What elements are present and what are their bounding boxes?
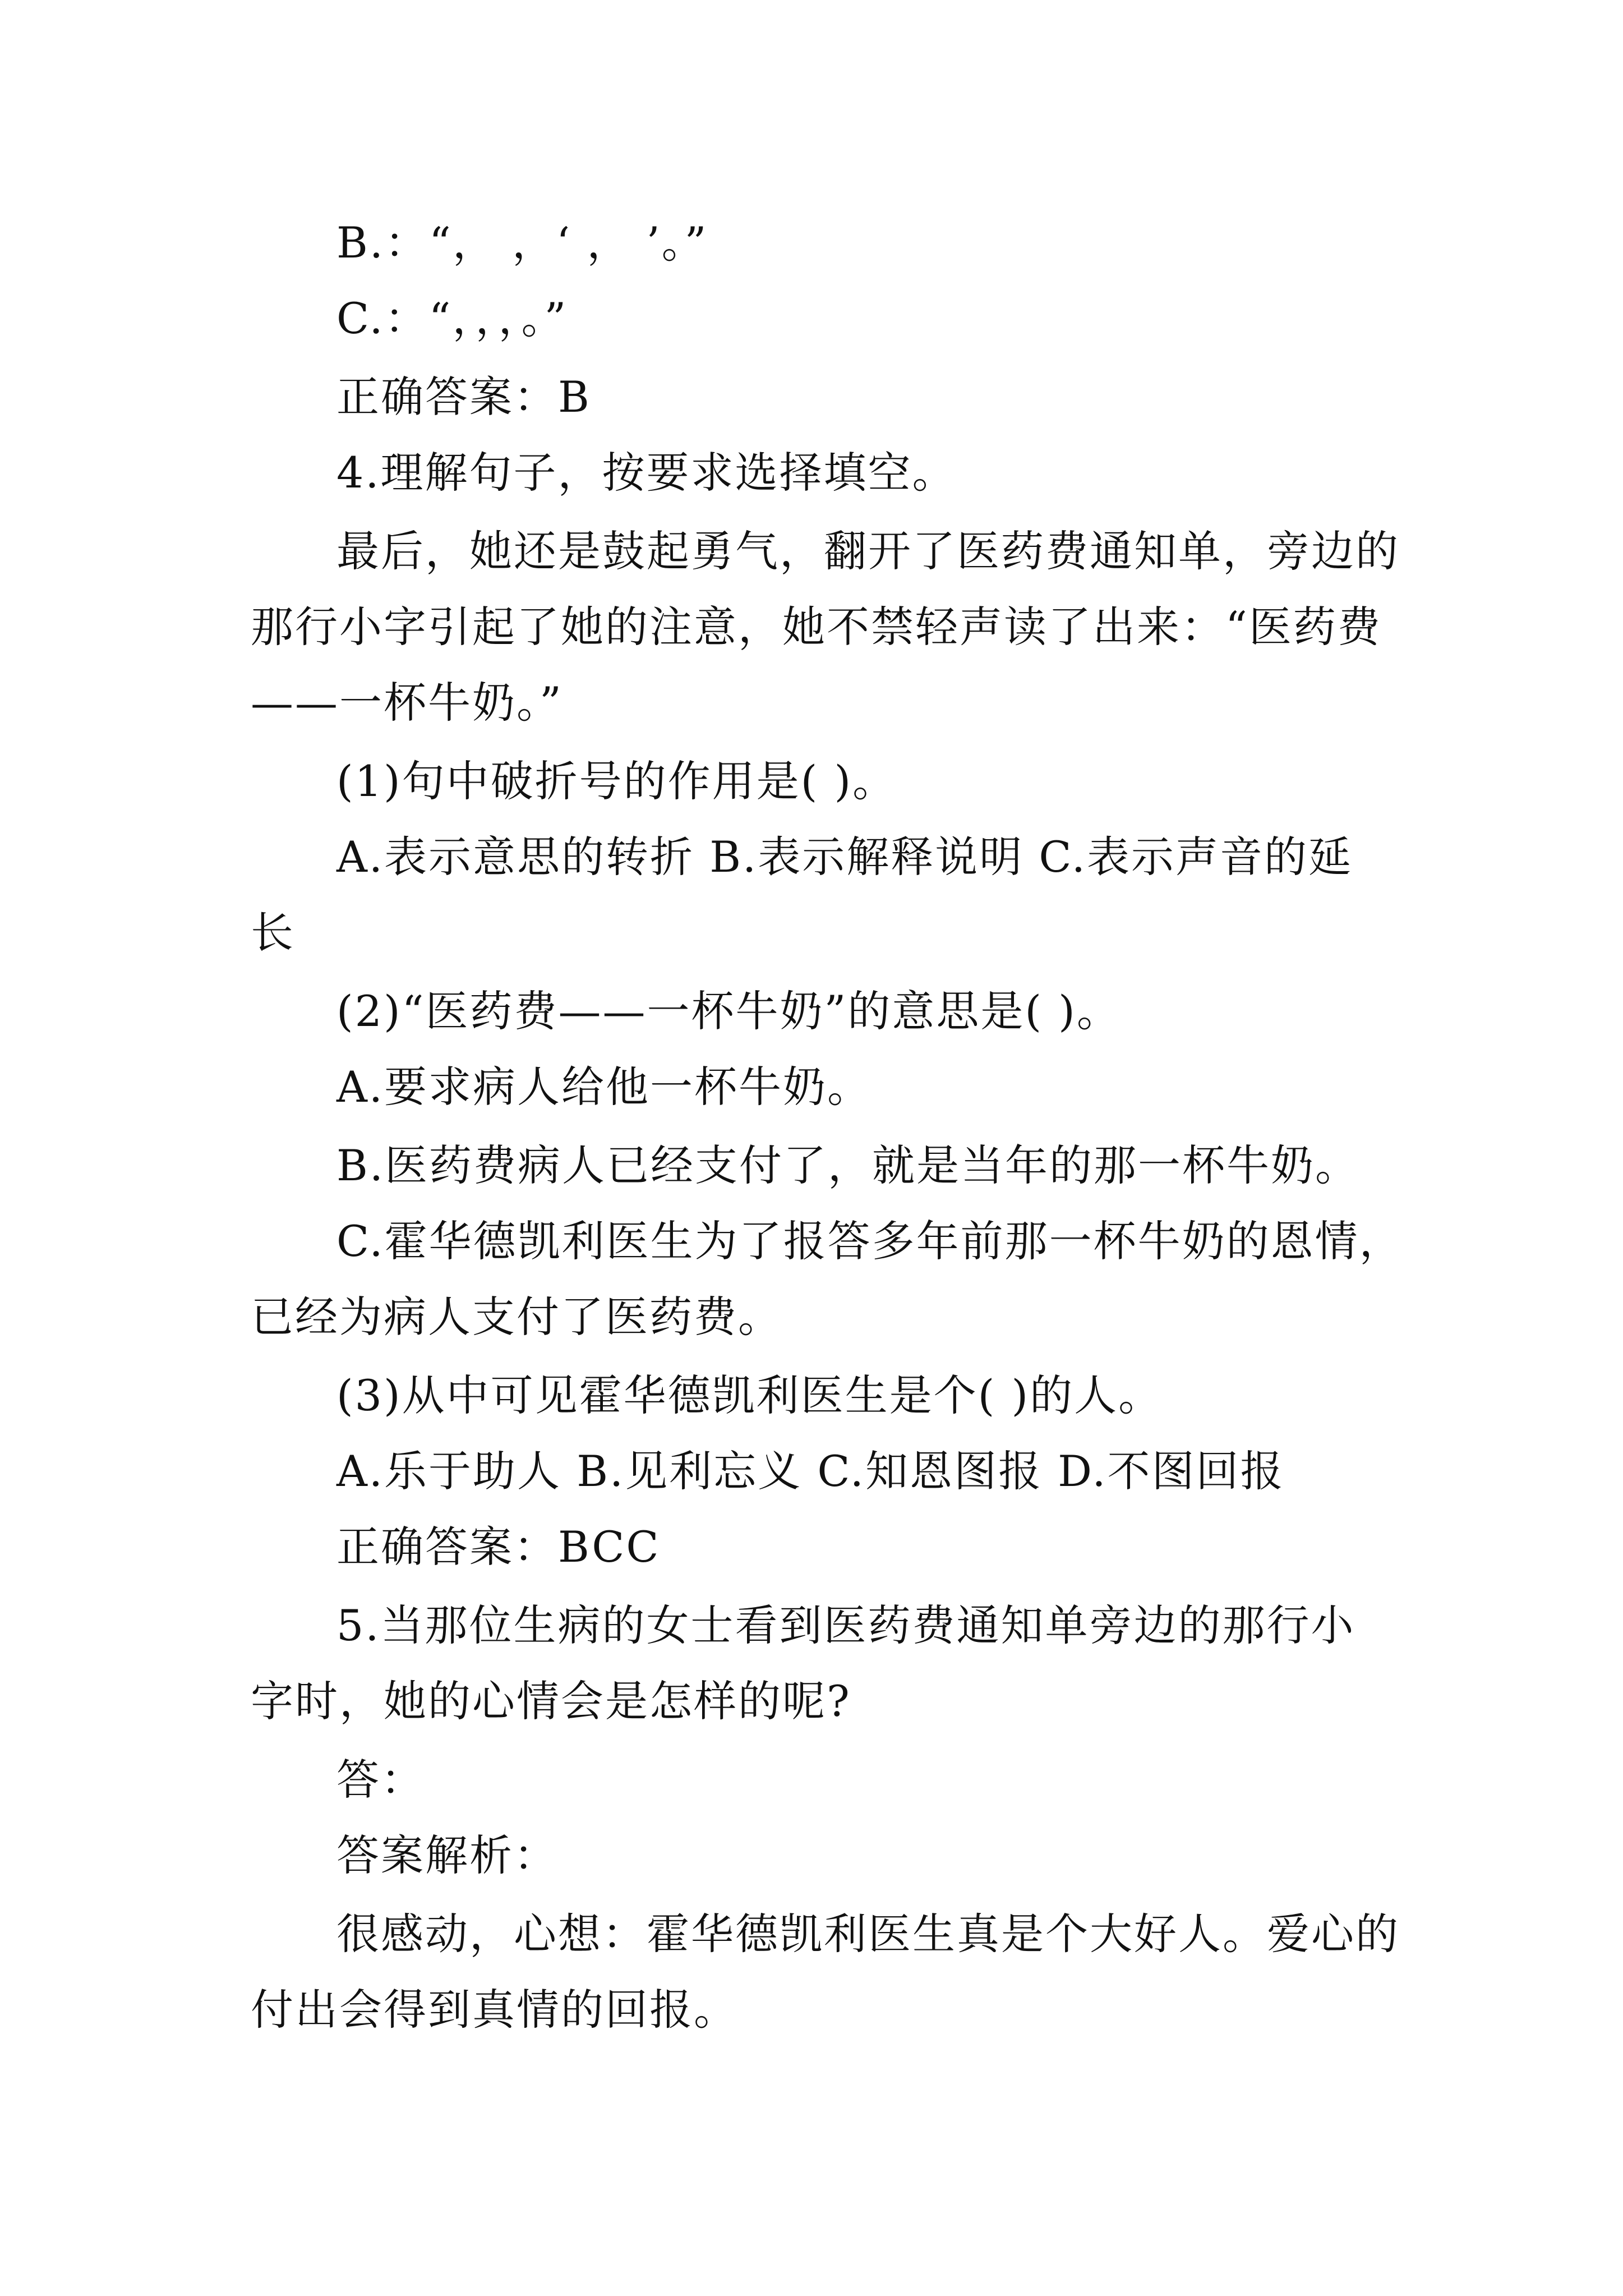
analysis-line-1: 很感动，心想：霍华德凯利医生真是个大好人。爱心的 [336, 1909, 1400, 1959]
passage-line-2: 那行小字引起了她的注意，她不禁轻声读了出来：“医药费 [251, 602, 1382, 652]
passage-line-1: 最后，她还是鼓起勇气，翻开了医药费通知单，旁边的 [336, 526, 1400, 576]
option-c-punctuation: C.：“，，，。” [336, 293, 568, 343]
sub-question-2-option-a: A.要求病人给他一杯牛奶。 [336, 1062, 872, 1112]
sub-question-1: (1)句中破折号的作用是( )。 [336, 756, 897, 806]
answer-label: 答： [336, 1755, 425, 1805]
sub-question-3: (3)从中可见霍华德凯利医生是个( )的人。 [336, 1370, 1163, 1420]
sub-question-1-options-cont: 长 [251, 908, 295, 958]
sub-question-2-option-c-cont: 已经为病人支付了医药费。 [251, 1292, 782, 1342]
sub-question-1-options: A.表示意思的转折 B.表示解释说明 C.表示声音的延 [336, 832, 1353, 882]
sub-question-2: (2)“医药费——一杯牛奶”的意思是( )。 [336, 986, 1121, 1036]
answer-3: 正确答案：B [336, 372, 591, 422]
question-4-heading: 4.理解句子，按要求选择填空。 [336, 448, 957, 498]
answer-analysis-label: 答案解析： [336, 1830, 558, 1880]
sub-question-2-option-c: C.霍华德凯利医生为了报答多年前那一杯牛奶的恩情， [336, 1216, 1404, 1266]
question-5-line-1: 5.当那位生病的女士看到医药费通知单旁边的那行小 [336, 1600, 1355, 1650]
sub-question-3-options: A.乐于助人 B.见利忘义 C.知恩图报 D.不图回报 [336, 1446, 1285, 1496]
passage-line-3: ——一杯牛奶。” [251, 678, 563, 728]
option-b-punctuation: B.：“， ，‘ ， ’。” [336, 218, 708, 268]
sub-question-2-option-b: B.医药费病人已经支付了，就是当年的那一杯牛奶。 [336, 1140, 1360, 1190]
answer-4: 正确答案：BCC [336, 1522, 661, 1572]
question-5-line-2: 字时，她的心情会是怎样的呢? [251, 1676, 851, 1726]
analysis-line-2: 付出会得到真情的回报。 [251, 1985, 738, 2035]
